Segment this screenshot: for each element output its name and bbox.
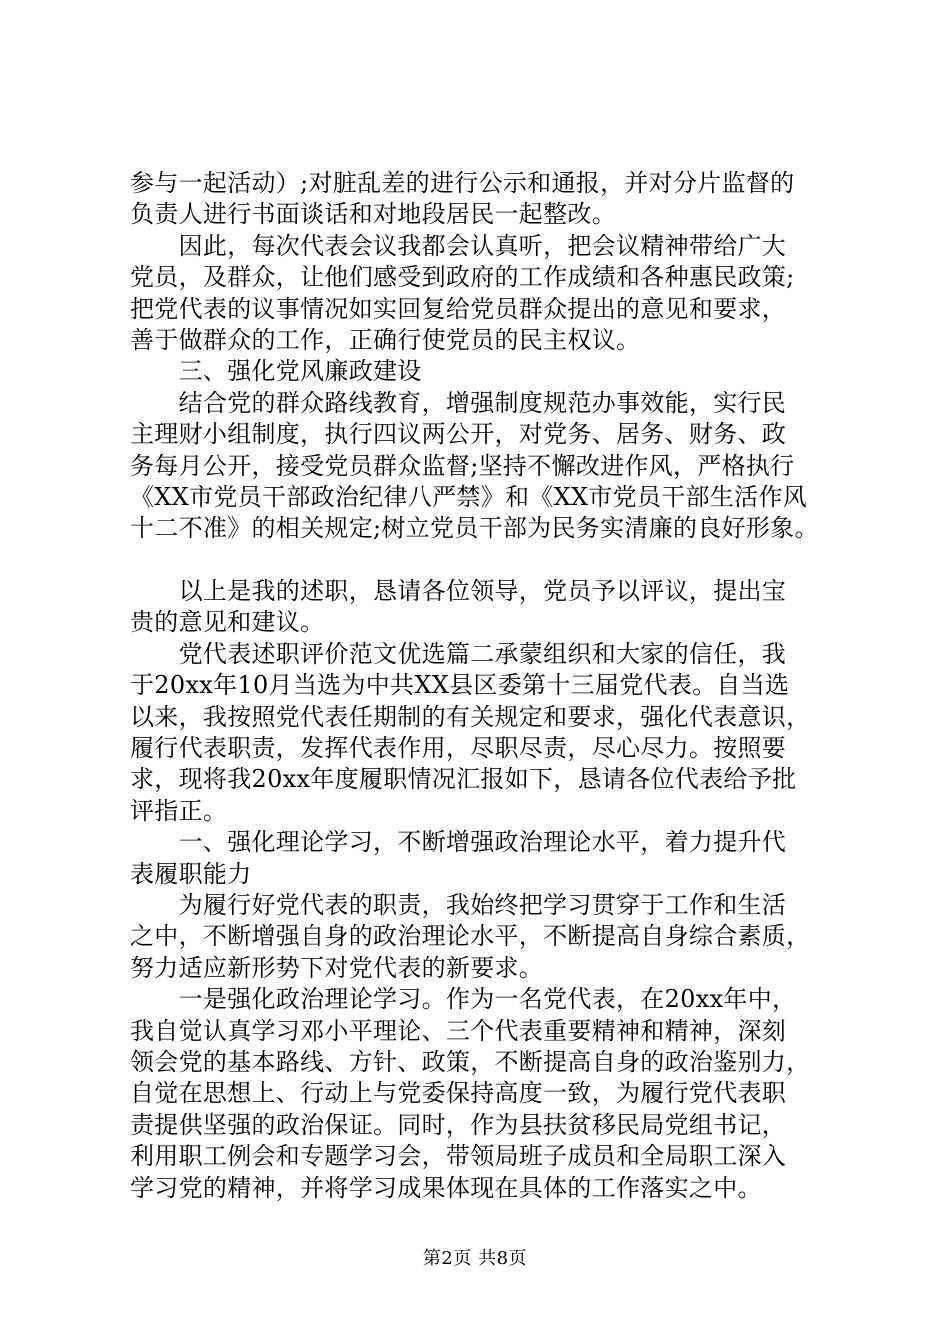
text-line: 为履行好党代表的职责，我始终把学习贯穿于工作和生活	[130, 890, 787, 919]
text-line: 负责人进行书面谈话和对地段居民一起整改。	[130, 200, 616, 229]
text-line: 以来，我按照党代表任期制的有关规定和要求，强化代表意识，	[130, 702, 811, 731]
text-line: 一是强化政治理论学习。作为一名党代表，在20xx年中，	[130, 985, 797, 1014]
page-footer	[0, 1244, 950, 1270]
blank-line	[130, 545, 850, 576]
text-line: 贵的意见和建议。	[130, 608, 325, 637]
text-line: 学习党的精神，并将学习成果体现在具体的工作落实之中。	[130, 1173, 762, 1202]
text-line: 党代表述职评价范文优选篇二承蒙组织和大家的信任，我	[130, 639, 787, 668]
text-line: 参与一起活动）;对脏乱差的进行公示和通报，并对分片监督的	[130, 169, 795, 197]
text-line: 党员，及群众，让他们感受到政府的工作成绩和各种惠民政策;	[130, 263, 795, 292]
text-line: 务每月公开，接受党员群众监督;坚持不懈改进作风，严格执行	[130, 451, 795, 480]
text-line: 主理财小组制度，执行四议两公开，对党务、居务、财务、政	[130, 420, 787, 449]
text-line: 履行代表职责，发挥代表作用，尽职尽责，尽心尽力。按照要	[130, 734, 787, 763]
text-line: 因此，每次代表会议我都会认真听，把会议精神带给广大	[130, 231, 787, 260]
section-heading: 一、强化理论学习，不断增强政治理论水平，着力提升代	[130, 828, 787, 857]
text-line: 努力适应新形势下对党代表的新要求。	[130, 953, 544, 982]
text-line: 善于做群众的工作，正确行使党员的民主权议。	[130, 325, 641, 354]
document-body	[130, 168, 850, 1204]
text-line: 自觉在思想上、行动上与党委保持高度一致，为履行党代表职	[130, 1079, 787, 1108]
text-line: 评指正。	[130, 796, 228, 825]
text-line: 利用职工例会和专题学习会，带领局班子成员和全局职工深入	[130, 1142, 787, 1171]
text-line: 结合党的群众路线教育，增强制度规范办事效能，实行民	[130, 388, 787, 417]
text-line: 于20xx年10月当选为中共XX县区委第十三届党代表。自当选	[130, 671, 790, 700]
text-line: 十二不准》的相关规定;树立党员干部为民务实清廉的良好形象。	[130, 514, 819, 543]
text-line: 领会党的基本路线、方针、政策，不断提高自身的政治鉴别力，	[130, 1047, 811, 1076]
text-line: 《XX市党员干部政治纪律八严禁》和《XX市党员干部生活作风	[130, 482, 808, 511]
text-line: 以上是我的述职，恳请各位领导，党员予以评议，提出宝	[130, 577, 787, 606]
text-line: 我自觉认真学习邓小平理论、三个代表重要精神和精神，深刻	[130, 1016, 787, 1045]
text-line: 责提供坚强的政治保证。同时，作为县扶贫移民局党组书记，	[130, 1110, 787, 1139]
section-heading: 三、强化党风廉政建设	[130, 357, 422, 386]
text-line: 把党代表的议事情况如实回复给党员群众提出的意见和要求，	[130, 294, 787, 323]
text-line: 求，现将我20xx年度履职情况汇报如下，恳请各位代表给予批	[130, 765, 797, 794]
text-line: 之中，不断增强自身的政治理论水平，不断提高自身综合素质，	[130, 922, 811, 951]
section-heading: 表履职能力	[130, 859, 252, 888]
page-number: 第2页 共8页	[422, 1248, 528, 1269]
